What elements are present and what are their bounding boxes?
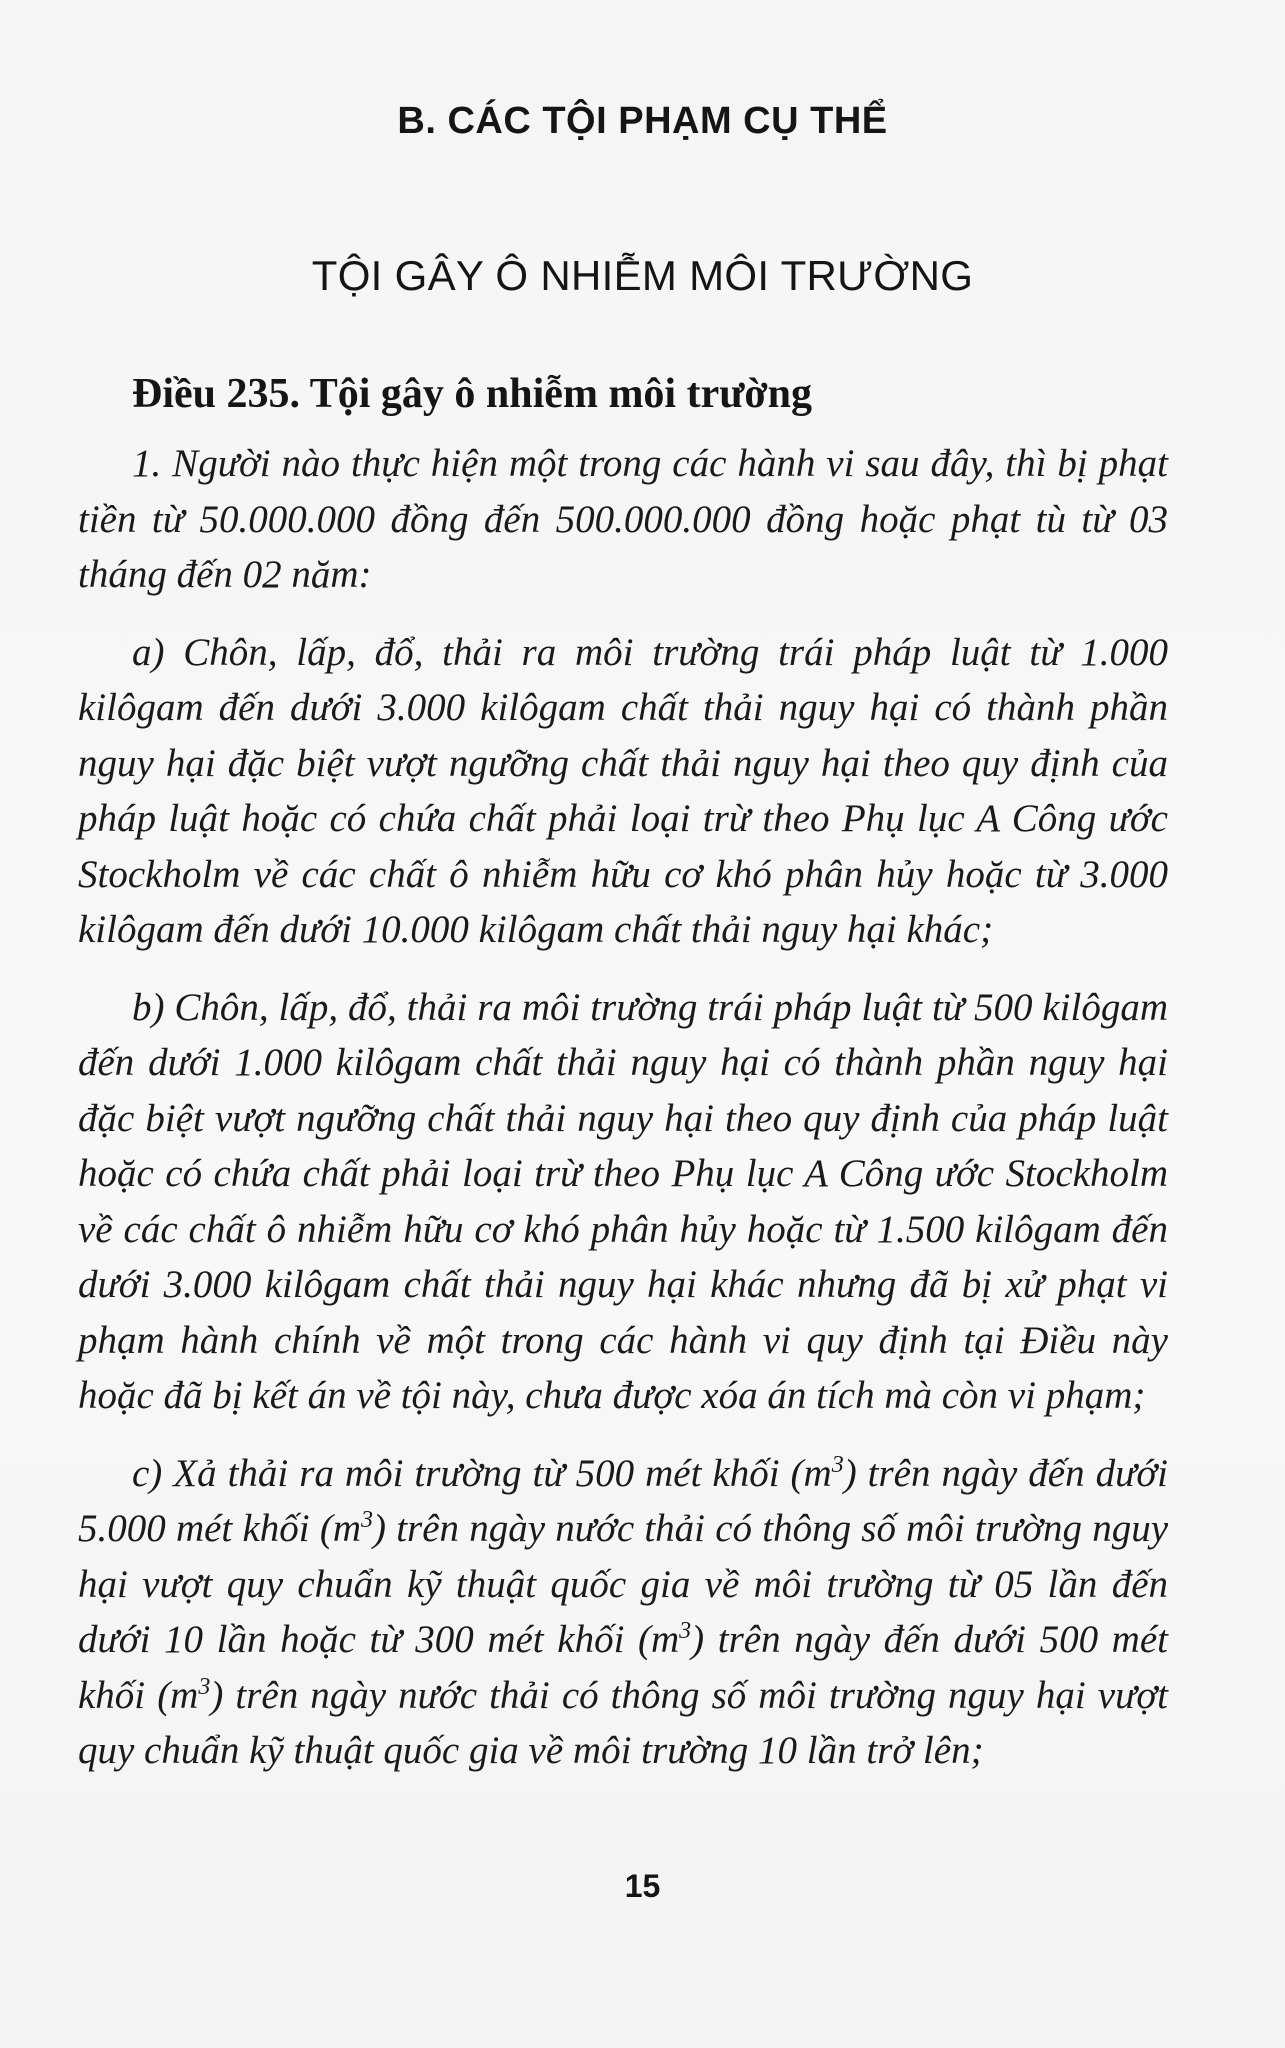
point-c-text-3: ) trên ngày nước thải có thông số môi trường nguy hại vượt quy chuẩn kỹ thuật quốc gia về môi trường từ 05 lần đến dưới 10 lần hoặc từ 300 mét khối (m [78,1507,1169,1661]
cubic-exponent: 3 [198,1673,211,1700]
point-b-paragraph: b) Chôn, lấp, đổ, thải ra môi trường trái pháp luật từ 500 kilôgam đến dưới 1.000 kilôgam chất thải nguy hại có thành phần nguy hại đặc biệt vượt ngưỡng chất thải nguy hại theo quy định của pháp luật hoặc có chứa chất phải loại trừ theo Phụ lục A Công ước Stockholm về các chất ô nhiễm hữu cơ khó phân hủy hoặc từ 1.500 kilôgam đến dưới 3.000 kilôgam chất thải nguy hại khác nhưng đã bị xử phạt vi phạm hành chính về một trong các hành vi quy định tại Điều này hoặc đã bị kết án về tội này, chưa được xóa án tích mà còn vi phạm; [78,985,1168,1417]
article-title: Điều 235. Tội gây ô nhiễm môi trường [132,371,813,417]
point-a-paragraph: a) Chôn, lấp, đổ, thải ra môi trường trái pháp luật từ 1.000 kilôgam đến dưới 3.000 kilôgam chất thải nguy hại có thành phần nguy hại đặc biệt vượt ngưỡng chất thải nguy hại theo quy định của pháp luật hoặc có chứa chất phải loại trừ theo Phụ lục A Công ước Stockholm về các chất ô nhiễm hữu cơ khó phân hủy hoặc từ 3.000 kilôgam đến dưới 10.000 kilôgam chất thải nguy hại khác; [78,630,1168,951]
chapter-heading: TỘI GÂY Ô NHIỄM MÔI TRƯỜNG [311,252,974,299]
cubic-exponent: 3 [361,1507,373,1533]
cubic-exponent: 3 [831,1451,844,1478]
point-c-paragraph [78,1446,1168,1779]
page-number: 15 [624,1868,661,1904]
point-c-text-4: ) trên ngày đến dưới 500 mét khối (m [78,1618,1168,1717]
cubic-exponent: 3 [679,1618,692,1644]
point-c-text-5: ) trên ngày nước thải có thông số môi trường nguy hại vượt quy chuẩn kỹ thuật quốc gia về môi trường 10 lần trở lên; [78,1673,1168,1772]
point-c-text-2: ) trên ngày đến dưới 5.000 mét khối (m [78,1451,1168,1550]
point-c-text-1: c) Xả thải ra môi trường từ 500 mét khối (m [132,1451,832,1495]
section-heading: B. CÁC TỘI PHẠM CỤ THỂ [397,100,888,142]
article-body [78,436,1168,1779]
clause-1-paragraph: 1. Người nào thực hiện một trong các hành vi sau đây, thì bị phạt tiền từ 50.000.000 đồng đến 500.000.000 đồng hoặc phạt tù từ 03 tháng đến 02 năm: [78,442,1168,596]
